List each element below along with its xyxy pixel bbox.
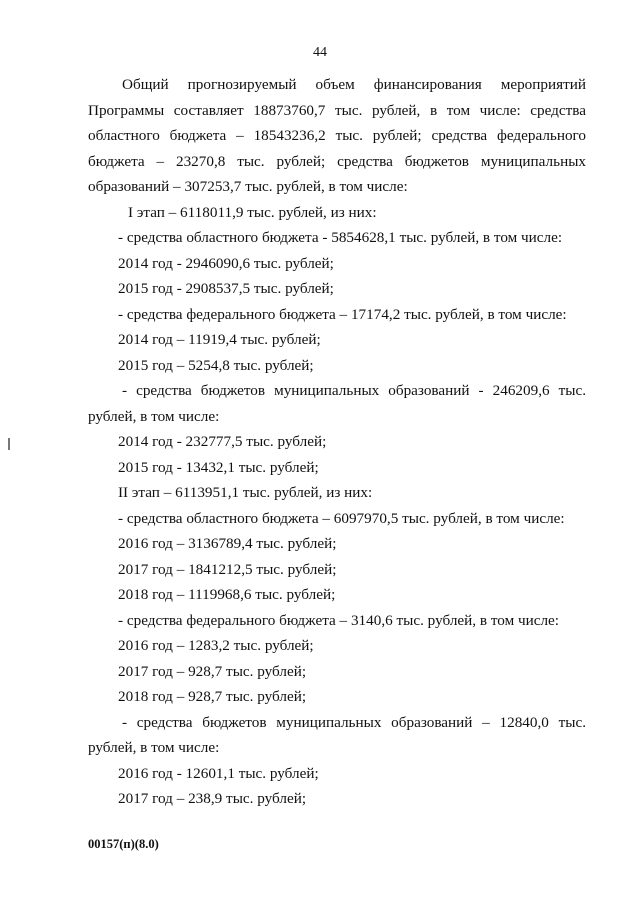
document-code: 00157(п)(8.0) — [88, 837, 159, 851]
regional-budget-line: - средства областного бюджета - 5854628,1 тыс. рублей, в том числе: — [118, 229, 563, 246]
year-line: 2014 год – 11919,4 тыс. рублей; — [118, 331, 321, 348]
margin-mark — [8, 438, 10, 450]
year-line: 2015 год – 5254,8 тыс. рублей; — [118, 356, 314, 374]
year-line: 2018 год – 1119968,6 тыс. рублей; — [118, 586, 336, 603]
municipal-budget-line: - средства бюджетов муниципальных образований - 246209,6 тыс. рублей, в том числе: — [88, 382, 586, 425]
stage-2-heading: II этап – 6113951,1 тыс. рублей, из них: — [118, 484, 373, 501]
year-line: 2015 год - 13432,1 тыс. рублей; — [118, 458, 319, 476]
year-line: 2014 год - 2946090,6 тыс. рублей; — [118, 254, 334, 272]
intro-paragraph: Общий прогнозируемый объем финансирования мероприятий Программы составляет 18873760,7 тыс. рублей, в том числе: средства областного бюджета – 18543236,2 тыс. рублей; средства федерального бюджета – 23270,8 тыс. рублей; средства бюджетов муниципальных образований – 307253,7 тыс. рублей, в том числе: — [88, 76, 586, 195]
year-line: 2017 год – 238,9 тыс. рублей; — [118, 790, 307, 807]
year-line: 2017 год – 928,7 тыс. рублей; — [118, 662, 307, 680]
regional-budget-line: - средства областного бюджета – 6097970,5 тыс. рублей, в том числе: — [118, 509, 565, 527]
year-line: 2015 год - 2908537,5 тыс. рублей; — [118, 280, 334, 297]
year-line: 2017 год – 1841212,5 тыс. рублей; — [118, 560, 337, 578]
year-line: 2016 год – 1283,2 тыс. рублей; — [118, 637, 314, 654]
stage-1-heading: I этап – 6118011,9 тыс. рублей, из них: — [128, 203, 377, 221]
municipal-budget-line: - средства бюджетов муниципальных образований – 12840,0 тыс. рублей, в том числе: — [88, 713, 586, 756]
document-body — [88, 72, 586, 812]
year-line: 2018 год – 928,7 тыс. рублей; — [118, 688, 307, 705]
year-line: 2014 год - 232777,5 тыс. рублей; — [118, 433, 327, 450]
federal-budget-line: - средства федерального бюджета – 17174,2 тыс. рублей, в том числе: — [118, 305, 567, 323]
federal-budget-line: - средства федерального бюджета – 3140,6 тыс. рублей, в том числе: — [118, 611, 560, 629]
page-number: 44 — [313, 45, 327, 60]
year-line: 2016 год - 12601,1 тыс. рублей; — [118, 764, 319, 782]
year-line: 2016 год – 3136789,4 тыс. рублей; — [118, 535, 337, 552]
